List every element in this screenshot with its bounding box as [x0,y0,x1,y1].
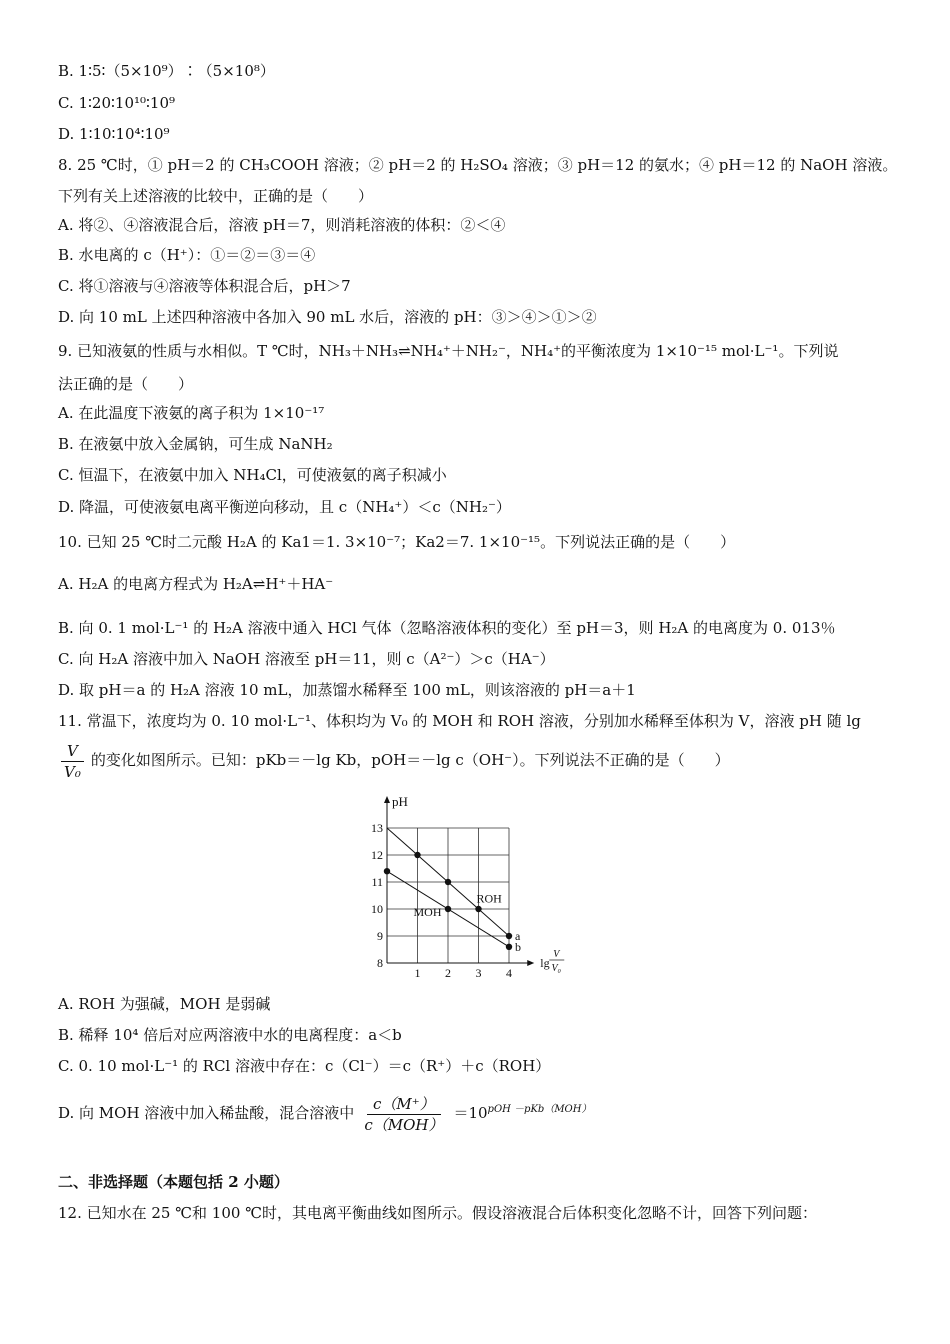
data-point-roh [414,852,420,858]
text-segment: ＝10 [453,1104,488,1122]
chart-axes [384,794,564,974]
fraction-denominator: c（MOH） [364,1115,444,1134]
text-line: 下列有关上述溶液的比较中，正确的是（ ） [58,187,374,205]
text-line: B. 1∶5∶（5×10⁹）∶（5×10⁸） [58,62,275,80]
point-label-a: a [515,929,521,943]
x-tick-label: 4 [506,966,512,980]
y-tick-label: 9 [377,929,383,943]
data-point-roh [445,879,451,885]
option-b: B. 向 0. 1 mol·L⁻¹ 的 H₂A 溶液中通入 HCl 气体（忽略溶液体积的变化）至 pH＝3，则 H₂A 的电离度为 0. 013％ [58,619,836,637]
y-axis-arrow [384,796,390,803]
x-axis-label-numerator: V [553,949,560,960]
section-heading: 二、非选择题（本题包括 2 小题） [58,1173,289,1191]
question-9: 9. 已知液氨的性质与水相似。T ℃时，NH₃＋NH₃⇌NH₄⁺＋NH₂⁻，NH₄⁺的平衡浓度为 1×10⁻¹⁵ mol·L⁻¹。下列说 [58,342,839,360]
option-d: D. 取 pH＝a 的 H₂A 溶液 10 mL，加蒸馏水稀释至 100 mL，则该溶液的 pH＝a＋1 [58,681,636,699]
option-b: B. 在液氨中放入金属钠，可生成 NaNH₂ [58,435,333,453]
question-12: 12. 已知水在 25 ℃和 100 ℃时，其电离平衡曲线如图所示。假设溶液混合后体积变化忽略不计，回答下列问题： [58,1204,817,1222]
chart-series [384,828,521,954]
y-tick-label: 11 [371,875,383,889]
x-axis-label-denominator: V₀ [551,963,562,974]
text-line: C. 1∶20∶10¹⁰∶10⁹ [58,94,176,112]
fraction-numerator: V [61,741,84,762]
fraction-denominator: V₀ [64,762,81,781]
option-b: B. 稀释 10⁴ 倍后对应两溶液中水的电离程度：a＜b [58,1026,402,1044]
data-point-roh [506,933,512,939]
x-axis-arrow [527,960,534,966]
option-a: A. ROH 为强碱，MOH 是弱碱 [58,995,271,1013]
y-tick-label: 12 [371,848,383,862]
x-axis-label: lg [540,956,550,970]
text-segment: D. 向 MOH 溶液中加入稀盐酸，混合溶液中 [58,1104,355,1122]
option-b: B. 水电离的 c（H⁺）：①＝②＝③＝④ [58,246,316,264]
question-8: 8. 25 ℃时，① pH＝2 的 CH₃COOH 溶液；② pH＝2 的 H₂SO₄ 溶液；③ pH＝12 的氨水；④ pH＝12 的 NaOH 溶液。 [58,156,898,174]
series-label-roh: ROH [476,891,502,906]
text-line: 法正确的是（ ） [58,375,194,393]
series-label-moh: MOH [413,904,442,919]
option-d: D. 向 10 mL 上述四种溶液中各加入 90 mL 水后，溶液的 pH：③＞④＞①＞② [58,308,597,326]
option-c: C. 将①溶液与④溶液等体积混合后，pH＞7 [58,277,351,295]
x-tick-label: 3 [475,966,482,980]
question-10: 10. 已知 25 ℃时二元酸 H₂A 的 Ka1＝1. 3×10⁻⁷；Ka2＝7. 1×10⁻¹⁵。下列说法正确的是（ ） [58,533,736,551]
x-tick-label: 1 [414,966,421,980]
text-line: D. 1∶10∶10⁴∶10⁹ [58,125,170,143]
option-d [58,1087,910,1136]
fraction [58,741,87,782]
data-point-moh [506,944,512,950]
exponent: pOH －pKb（MOH） [487,1104,592,1115]
data-point-roh [475,906,481,912]
text-segment: 的变化如图所示。已知：pKb＝－lg Kb，pOH＝－lg c（OH⁻）。下列说法不正确的是（ ） [90,751,730,769]
option-d: D. 降温，可使液氨电离平衡逆向移动，且 c（NH₄⁺）＜c（NH₂⁻） [58,498,511,516]
y-tick-label: 8 [377,956,383,970]
y-axis-label: pH [392,794,408,809]
option-a: A. H₂A 的电离方程式为 H₂A⇌H⁺＋HA⁻ [58,575,334,593]
data-point-moh [445,906,451,912]
x-tick-label: 2 [445,966,451,980]
y-tick-label: 10 [371,902,383,916]
point-label-b: b [515,939,521,954]
option-a: A. 将②、④溶液混合后，溶液 pH＝7，则消耗溶液的体积：②＜④ [58,216,506,234]
fraction-numerator: c（M⁺） [367,1094,441,1115]
y-tick-label: 13 [371,821,383,835]
option-c: C. 0. 10 mol·L⁻¹ 的 RCl 溶液中存在：c（Cl⁻）＝c（R⁺）＋c（ROH） [58,1057,551,1075]
fraction [358,1094,449,1135]
option-c: C. 恒温下，在液氨中加入 NH₄Cl，可使液氨的离子积减小 [58,466,447,484]
text-line-with-fraction [58,738,910,782]
ph-dilution-chart [365,792,595,984]
option-c: C. 向 H₂A 溶液中加入 NaOH 溶液至 pH＝11，则 c（A²⁻）＞c（HA⁻） [58,650,555,668]
data-point-moh [384,868,390,874]
question-11: 11. 常温下，浓度均为 0. 10 mol·L⁻¹、体积均为 V₀ 的 MOH 和 ROH 溶液，分别加水稀释至体积为 V，溶液 pH 随 lg [58,712,861,730]
option-a: A. 在此温度下液氨的离子积为 1×10⁻¹⁷ [58,404,325,422]
